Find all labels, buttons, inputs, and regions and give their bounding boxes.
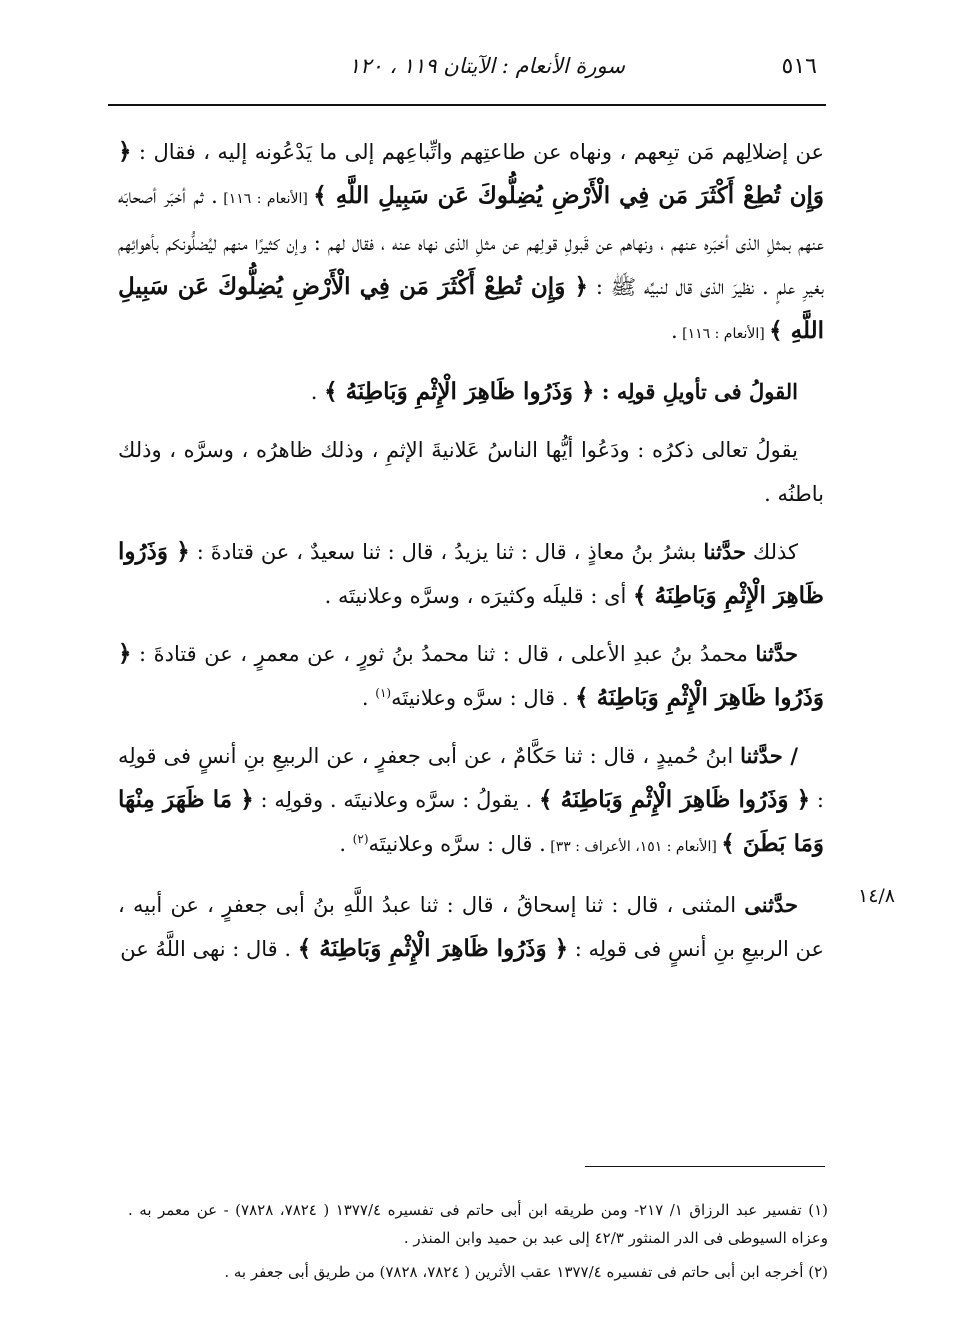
quran-verse: ﴿ وَإِن تُطِعْ أَكْثَرَ مَن فِي الْأَرْضِ يُضِلُّوكَ عَن سَبِيلِ اللَّهِ ﴾	[118, 273, 824, 344]
text-run: ابنُ حُميدٍ ، قال : ثنا حَكَّامٌ ، عن أبى جعفرٍ ، عن الربيعِ بنِ أنسٍ فى قولِه :	[118, 744, 824, 812]
text-run: يقولُ تعالى ذكرُه : ودَعُوا أيُّها الناسُ عَلانيةَ الإثمِ ، وذلك ظاهرُه ، وسرَّه ، وذلك باطنُه .	[118, 438, 824, 506]
main-text	[118, 130, 824, 971]
margin-volume-note: ١٤/٨	[858, 885, 896, 907]
paragraph	[118, 632, 824, 720]
text-run: المثنى ، قال : ثنا إسحاقُ ، قال : ثنا عبدُ اللَّهِ بنُ أبى جعفرٍ ، عن أبيه ، عن الربيعِ بنِ أنسٍ فى قولِه :	[118, 893, 824, 961]
paragraph	[118, 883, 824, 971]
text-run: كذلك	[745, 540, 799, 564]
footnote-marker: (٢)	[352, 832, 369, 846]
narration-marker: حدَّثنا	[755, 641, 798, 666]
text-run: . يقولُ : سرَّه وعلانيتَه . وقولِه :	[253, 788, 539, 812]
verse-reference: [الأنعام : ١١٦]	[217, 191, 314, 207]
paragraph	[118, 734, 824, 869]
header-rule	[108, 104, 826, 106]
quran-verse: ﴿ وَذَرُوا ظَاهِرَ الْإِثْمِ وَبَاطِنَهُ ﴾	[118, 640, 824, 711]
quran-verse: ﴿ وَذَرُوا ظَاهِرَ الْإِثْمِ وَبَاطِنَهُ ﴾	[539, 786, 811, 813]
footnote-rule	[585, 1166, 825, 1167]
narration-marker: حدَّثنا	[703, 539, 746, 564]
text-run: .	[361, 686, 376, 710]
running-title: سورة الأنعام : الآيتان ١١٩ ، ١٢٠	[348, 54, 625, 78]
paragraph	[118, 530, 824, 618]
quran-verse: ﴿ وَإِن تُطِعْ أَكْثَرَ مَن فِي الْأَرْضِ يُضِلُّوكَ عَن سَبِيلِ اللَّهِ ﴾	[118, 138, 825, 209]
narration-marker: القولُ فى تأويلِ قولِه :	[594, 379, 798, 404]
paragraph	[118, 428, 824, 516]
quran-verse: ﴿ مَا ظَهَرَ مِنْهَا وَمَا بَطَنَ ﴾	[118, 786, 824, 857]
page-header	[105, 50, 825, 94]
quran-verse: ﴿ وَذَرُوا ظَاهِرَ الْإِثْمِ وَبَاطِنَهُ ﴾	[324, 378, 595, 405]
text-run: .	[671, 319, 678, 343]
text-run: . قال : سرَّه وعلانيتَه	[391, 686, 576, 710]
verse-reference: [الأنعام : ١٥١، الأعراف : ٣٣]	[545, 839, 722, 855]
footnote: (١) تفسير عبد الرزاق ١/ ٢١٧- ومن طريقه ابن أبى حاتم فى تفسيره ١٣٧٧/٤ ( ٧٨٢٤، ٧٨٢٨) - عن معمر به . وعزاه السيوطى فى الدر المنثور ٤٢/٣ إلى عبد بن حميد وابن المنذر .	[128, 1201, 828, 1247]
page-number: ٥١٦	[781, 54, 817, 79]
verse-reference: [الأنعام : ١١٦]	[677, 326, 770, 342]
text-run: عن إضلالِهم مَن تبِعهم ، ونهاه عن طاعتِهم واتِّباعِهم إلى ما يَدْعُونه إليه ، فقال :	[131, 140, 824, 164]
text-run: . قال : سرَّه وعلانيتَه	[368, 832, 546, 856]
footnote-marker: (١)	[375, 686, 392, 700]
footnote: (٢) أخرجه ابن أبى حاتم فى تفسيره ١٣٧٧/٤ عقب الأثرين ( ٧٨٢٤، ٧٨٢٨) من طريق أبى جعفر به .	[224, 1263, 828, 1281]
narration-marker: / حدَّثنا	[740, 743, 798, 768]
narration-marker: حدَّثنى	[744, 892, 798, 917]
text-run: . ثم أخبَر أصحابَه عنهم بمثلِ الذى أخبَره عنهم ، ونهاهم عن قَبولِ قولِهم عن مثلِ الذى نهاه عنه ، فقال لهم : وإن كثيرًا منهم ليُضلُّونكم بأهوائِهم بغيرِ علمٍ . نظيرَ الذى قال لنبيِّه ﷺ :	[118, 184, 824, 299]
quran-verse: ﴿ وَذَرُوا ظَاهِرَ الْإِثْمِ وَبَاطِنَهُ ﴾	[118, 538, 824, 609]
text-run: .	[339, 832, 353, 856]
text-run: . قال : نهى اللَّهُ عن	[120, 937, 298, 961]
paragraph	[118, 130, 824, 356]
quran-verse: ﴿ وَذَرُوا ظَاهِرَ الْإِثْمِ وَبَاطِنَهُ ﴾	[297, 935, 569, 962]
text-run: محمدُ بنُ عبدِ الأعلى ، قال : ثنا محمدُ بنُ ثورٍ ، عن معمرٍ ، عن قتادةَ :	[131, 642, 756, 666]
footnotes	[128, 1196, 828, 1292]
text-run: .	[310, 380, 325, 404]
section-heading	[118, 370, 824, 414]
text-run: أى : قليلَه وكثيرَه ، وسرَّه وعلانيتَه .	[324, 584, 634, 608]
text-run: بشرُ بنُ معاذٍ ، قال : ثنا يزيدُ ، قال : ثنا سعيدٌ ، عن قتادةَ :	[189, 540, 704, 564]
